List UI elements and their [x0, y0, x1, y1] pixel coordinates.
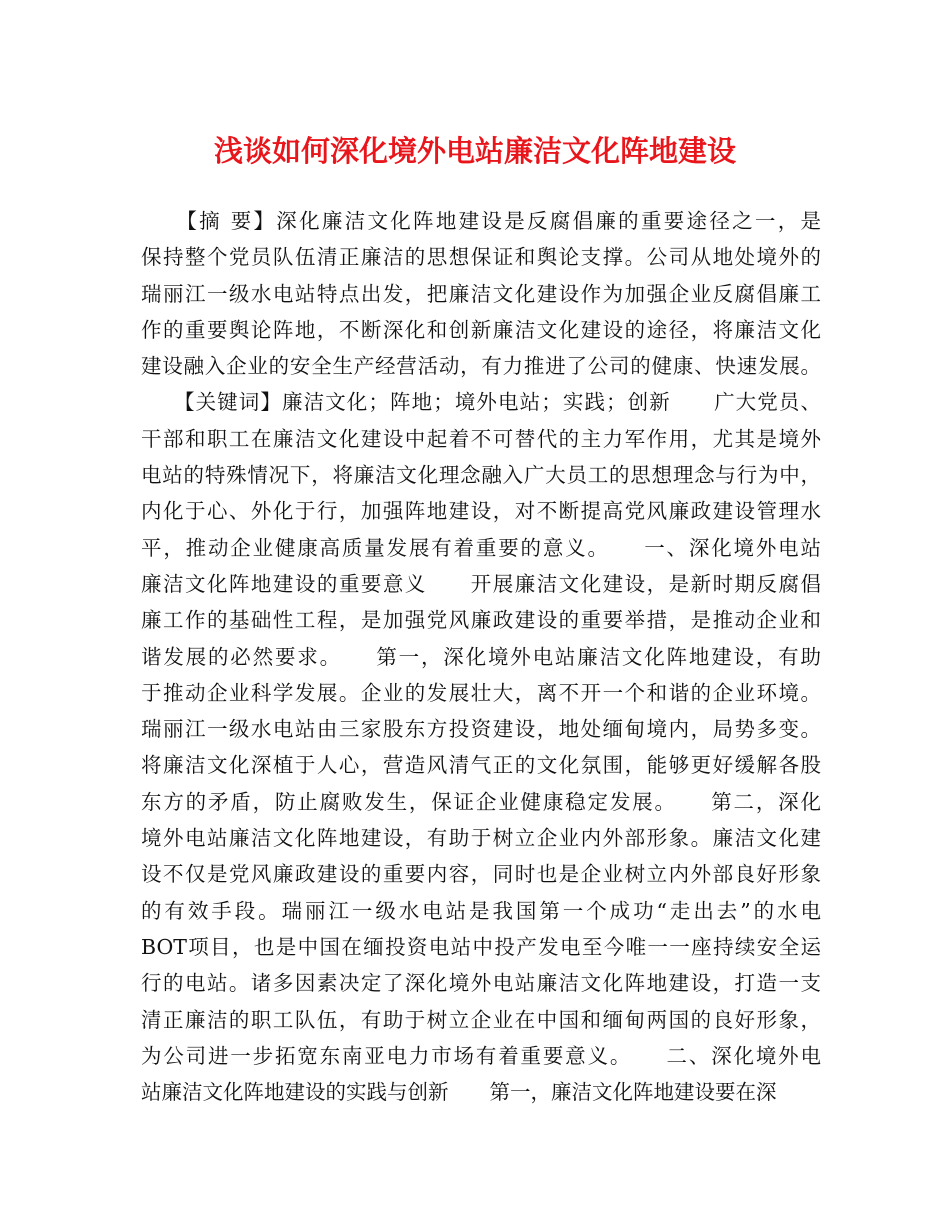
- body-line: 【关键词】廉洁文化；阵地；境外电站；实践；创新 广大党员、: [141, 390, 821, 415]
- document-title: 浅谈如何深化境外电站廉洁文化阵地建设: [213, 134, 736, 168]
- body-line: 行的电站。诸多因素决定了深化境外电站廉洁文化阵地建设，打造一支: [141, 971, 821, 996]
- body-line: 廉洁文化阵地建设的重要意义 开展廉洁文化建设，是新时期反腐倡: [141, 571, 821, 596]
- body-line: 谐发展的必然要求。 第一，深化境外电站廉洁文化阵地建设，有助: [141, 644, 821, 669]
- body-line: 为公司进一步拓宽东南亚电力市场有着重要意义。 二、深化境外电: [141, 1043, 821, 1068]
- body-line: 于推动企业科学发展。企业的发展壮大，离不开一个和谐的企业环境。: [141, 680, 821, 705]
- body-line: BOT项目，也是中国在缅投资电站中投产发电至今唯一一座持续安全运: [141, 934, 821, 959]
- body-line: 将廉洁文化深植于人心，营造风清气正的文化氛围，能够更好缓解各股: [141, 753, 821, 778]
- body-line: 保持整个党员队伍清正廉洁的思想保证和舆论支撑。公司从地处境外的: [141, 245, 821, 270]
- body-line: 建设融入企业的安全生产经营活动，有力推进了公司的健康、快速发展。: [141, 354, 821, 379]
- body-line: 站廉洁文化阵地建设的实践与创新 第一，廉洁文化阵地建设要在深: [141, 1080, 777, 1105]
- body-line: 清正廉洁的职工队伍，有助于树立企业在中国和缅甸两国的良好形象，: [141, 1007, 821, 1032]
- body-line: 廉工作的基础性工程，是加强党风廉政建设的重要举措，是推动企业和: [141, 608, 821, 633]
- body-line: 的有效手段。瑞丽江一级水电站是我国第一个成功“走出去”的水电: [141, 898, 821, 923]
- body-line: 电站的特殊情况下，将廉洁文化理念融入广大员工的思想理念与行为中，: [141, 463, 821, 488]
- body-line: 平，推动企业健康高质量发展有着重要的意义。 一、深化境外电站: [141, 535, 821, 560]
- body-line: 瑞丽江一级水电站由三家股东方投资建设，地处缅甸境内，局势多变。: [141, 717, 821, 742]
- body-line: 设不仅是党风廉政建设的重要内容，同时也是企业树立内外部良好形象: [141, 862, 821, 887]
- body-line: 【摘 要】深化廉洁文化阵地建设是反腐倡廉的重要途径之一，是: [141, 209, 821, 233]
- body-line: 干部和职工在廉洁文化建设中起着不可替代的主力军作用，尤其是境外: [141, 426, 821, 451]
- body-line: 内化于心、外化于行，加强阵地建设，对不断提高党风廉政建设管理水: [141, 499, 821, 524]
- body-text: [141, 203, 821, 1110]
- body-line: 瑞丽江一级水电站特点出发，把廉洁文化建设作为加强企业反腐倡廉工: [141, 281, 821, 306]
- body-line: 东方的矛盾，防止腐败发生，保证企业健康稳定发展。 第二，深化: [141, 789, 821, 814]
- body-line: 境外电站廉洁文化阵地建设，有助于树立企业内外部形象。廉洁文化建: [141, 826, 821, 851]
- body-line: 作的重要舆论阵地，不断深化和创新廉洁文化建设的途径，将廉洁文化: [141, 317, 821, 342]
